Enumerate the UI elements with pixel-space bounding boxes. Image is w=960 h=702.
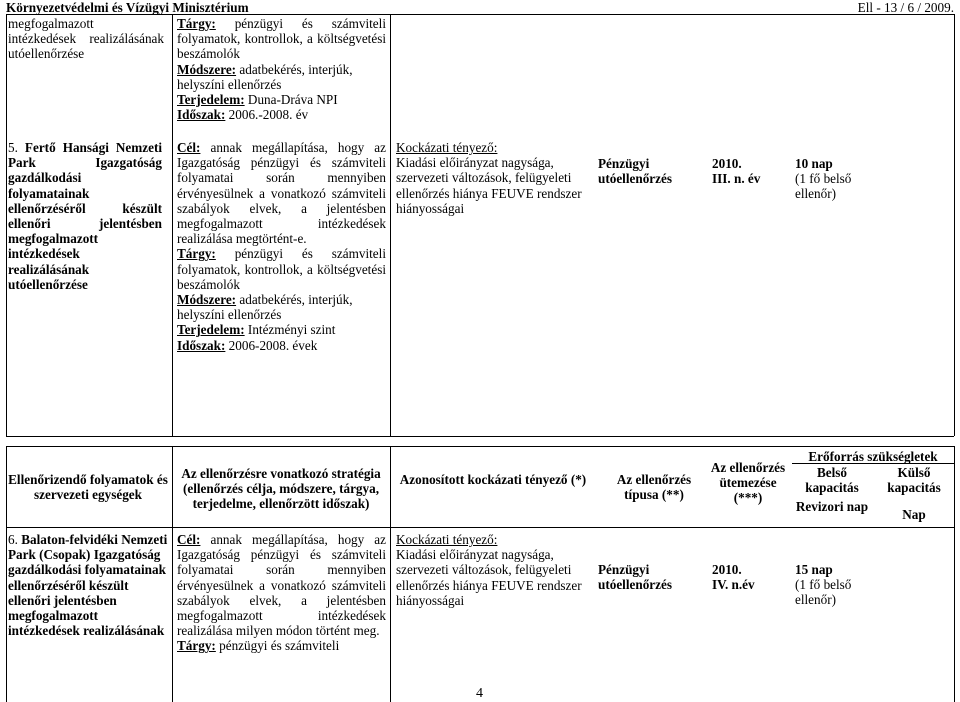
page-number: 4: [476, 686, 483, 701]
column-divider: [172, 446, 173, 702]
header-strategy: Az ellenőrzésre vonatkozó stratégia (ellenőrzés célja, módszere, tárgya, terjedelme, ellenőrzött időszak): [181, 466, 381, 512]
table-bottom-rule: [6, 436, 954, 437]
row5-type-cell: Pénzügyi utóellenőrzés: [598, 156, 672, 187]
header-schedule: Az ellenőrzés ütemezése (***): [710, 460, 786, 506]
top-strategy-cell: Tárgy: pénzügyi és számviteli folyamatok, kontrollok, a költségvetési beszámolók Módszere: adatbekérés, interjúk, helyszíni ellenőrzés Terjedelem: Duna-Dráva NPI Időszak: 2006.-2008. év: [177, 16, 386, 123]
header-risk: Azonosított kockázati tényező (*): [399, 472, 587, 487]
document-reference: Ell - 13 / 6 / 2009.: [857, 0, 954, 15]
table-border-right: [954, 14, 955, 436]
lower-table-top-rule: [6, 446, 954, 447]
table-border-left: [6, 446, 7, 702]
header-resources-title: Erőforrás szükségletek: [808, 449, 938, 464]
row5-strategy-cell: Cél: annak megállapítása, hogy az Igazgatóság pénzügyi és számviteli folyamatai során mennyiben érvényesülnek a vonatkozó számviteli szabályok elvek, a jelentésben megfogalmazott intézkedések realizálása megtörtént-e. Tárgy: pénzügyi és számviteli folyamatok, kontrollok, a költségvetési beszámolók Módszere: adatbekérés, interjúk, helyszíni ellenőrzés Terjedelem: Intézményi szint Időszak: 2006-2008. évek: [177, 140, 386, 353]
lower-header-rule: [6, 527, 954, 528]
header-auditor-days: Revizori nap: [795, 499, 869, 514]
row6-process-cell: 6. Balaton-felvidéki Nemzeti Park (Csopak) Igazgatóság gazdálkodási folyamatainak ellenőrzéséről készült ellenőri jelentésben megfogalmazott intézkedések realizálásának: [8, 532, 168, 639]
column-divider: [390, 14, 391, 436]
table-border-left: [6, 14, 7, 436]
row6-type-cell: Pénzügyi utóellenőrzés: [598, 562, 672, 593]
column-divider: [390, 446, 391, 702]
header-internal-capacity: Belső kapacitás: [805, 465, 859, 496]
resources-subrule: [792, 463, 954, 464]
row6-strategy-cell: Cél: annak megállapítása, hogy az Igazgatóság pénzügyi és számviteli folyamatai során mennyiben érvényesülnek a vonatkozó számviteli szabályok elvek, a jelentésben megfogalmazott intézkedések realizálása milyen módon történt meg. Tárgy: pénzügyi és számviteli: [177, 532, 386, 654]
row6-schedule-cell: 2010. IV. n.év: [712, 562, 755, 593]
row5-risk-cell: Kockázati tényező: Kiadási előirányzat nagysága, szervezeti változások, felügyeleti ellenőrzés hiánya FEUVE rendszer hiányosságai: [396, 140, 582, 216]
header-external-days: Nap: [902, 507, 926, 522]
header-type: Az ellenőrzés típusa (**): [616, 472, 692, 503]
row5-capacity-cell: 10 nap (1 fő belső ellenőr): [795, 156, 852, 202]
row5-schedule-cell: 2010. III. n. év: [712, 156, 761, 187]
column-divider: [172, 14, 173, 436]
header-processes: Ellenőrizendő folyamatok és szervezeti egységek: [8, 472, 168, 503]
row6-risk-cell: Kockázati tényező: Kiadási előirányzat nagysága, szervezeti változások, felügyeleti ellenőrzés hiánya FEUVE rendszer hiányosságai: [396, 532, 582, 608]
header-external-capacity: Külső kapacitás: [887, 465, 941, 496]
page-header: [6, 0, 954, 15]
row5-process-cell: 5. Fertő Hansági Nemzeti Park Igazgatóság gazdálkodási folyamatainak ellenőrzéséről készült ellenőri jelentésben megfogalmazott intézkedések realizálásának utóellenőrzése: [8, 140, 163, 292]
row6-capacity-cell: 15 nap (1 fő belső ellenőr): [795, 562, 852, 608]
table-border-right: [954, 446, 955, 702]
ministry-name: Környezetvédelmi és Vízügyi Minisztérium: [6, 0, 249, 15]
top-process-cell: megfogalmazott intézkedések realizálásának utóellenőrzése: [8, 16, 164, 62]
header-rule: [6, 14, 954, 15]
